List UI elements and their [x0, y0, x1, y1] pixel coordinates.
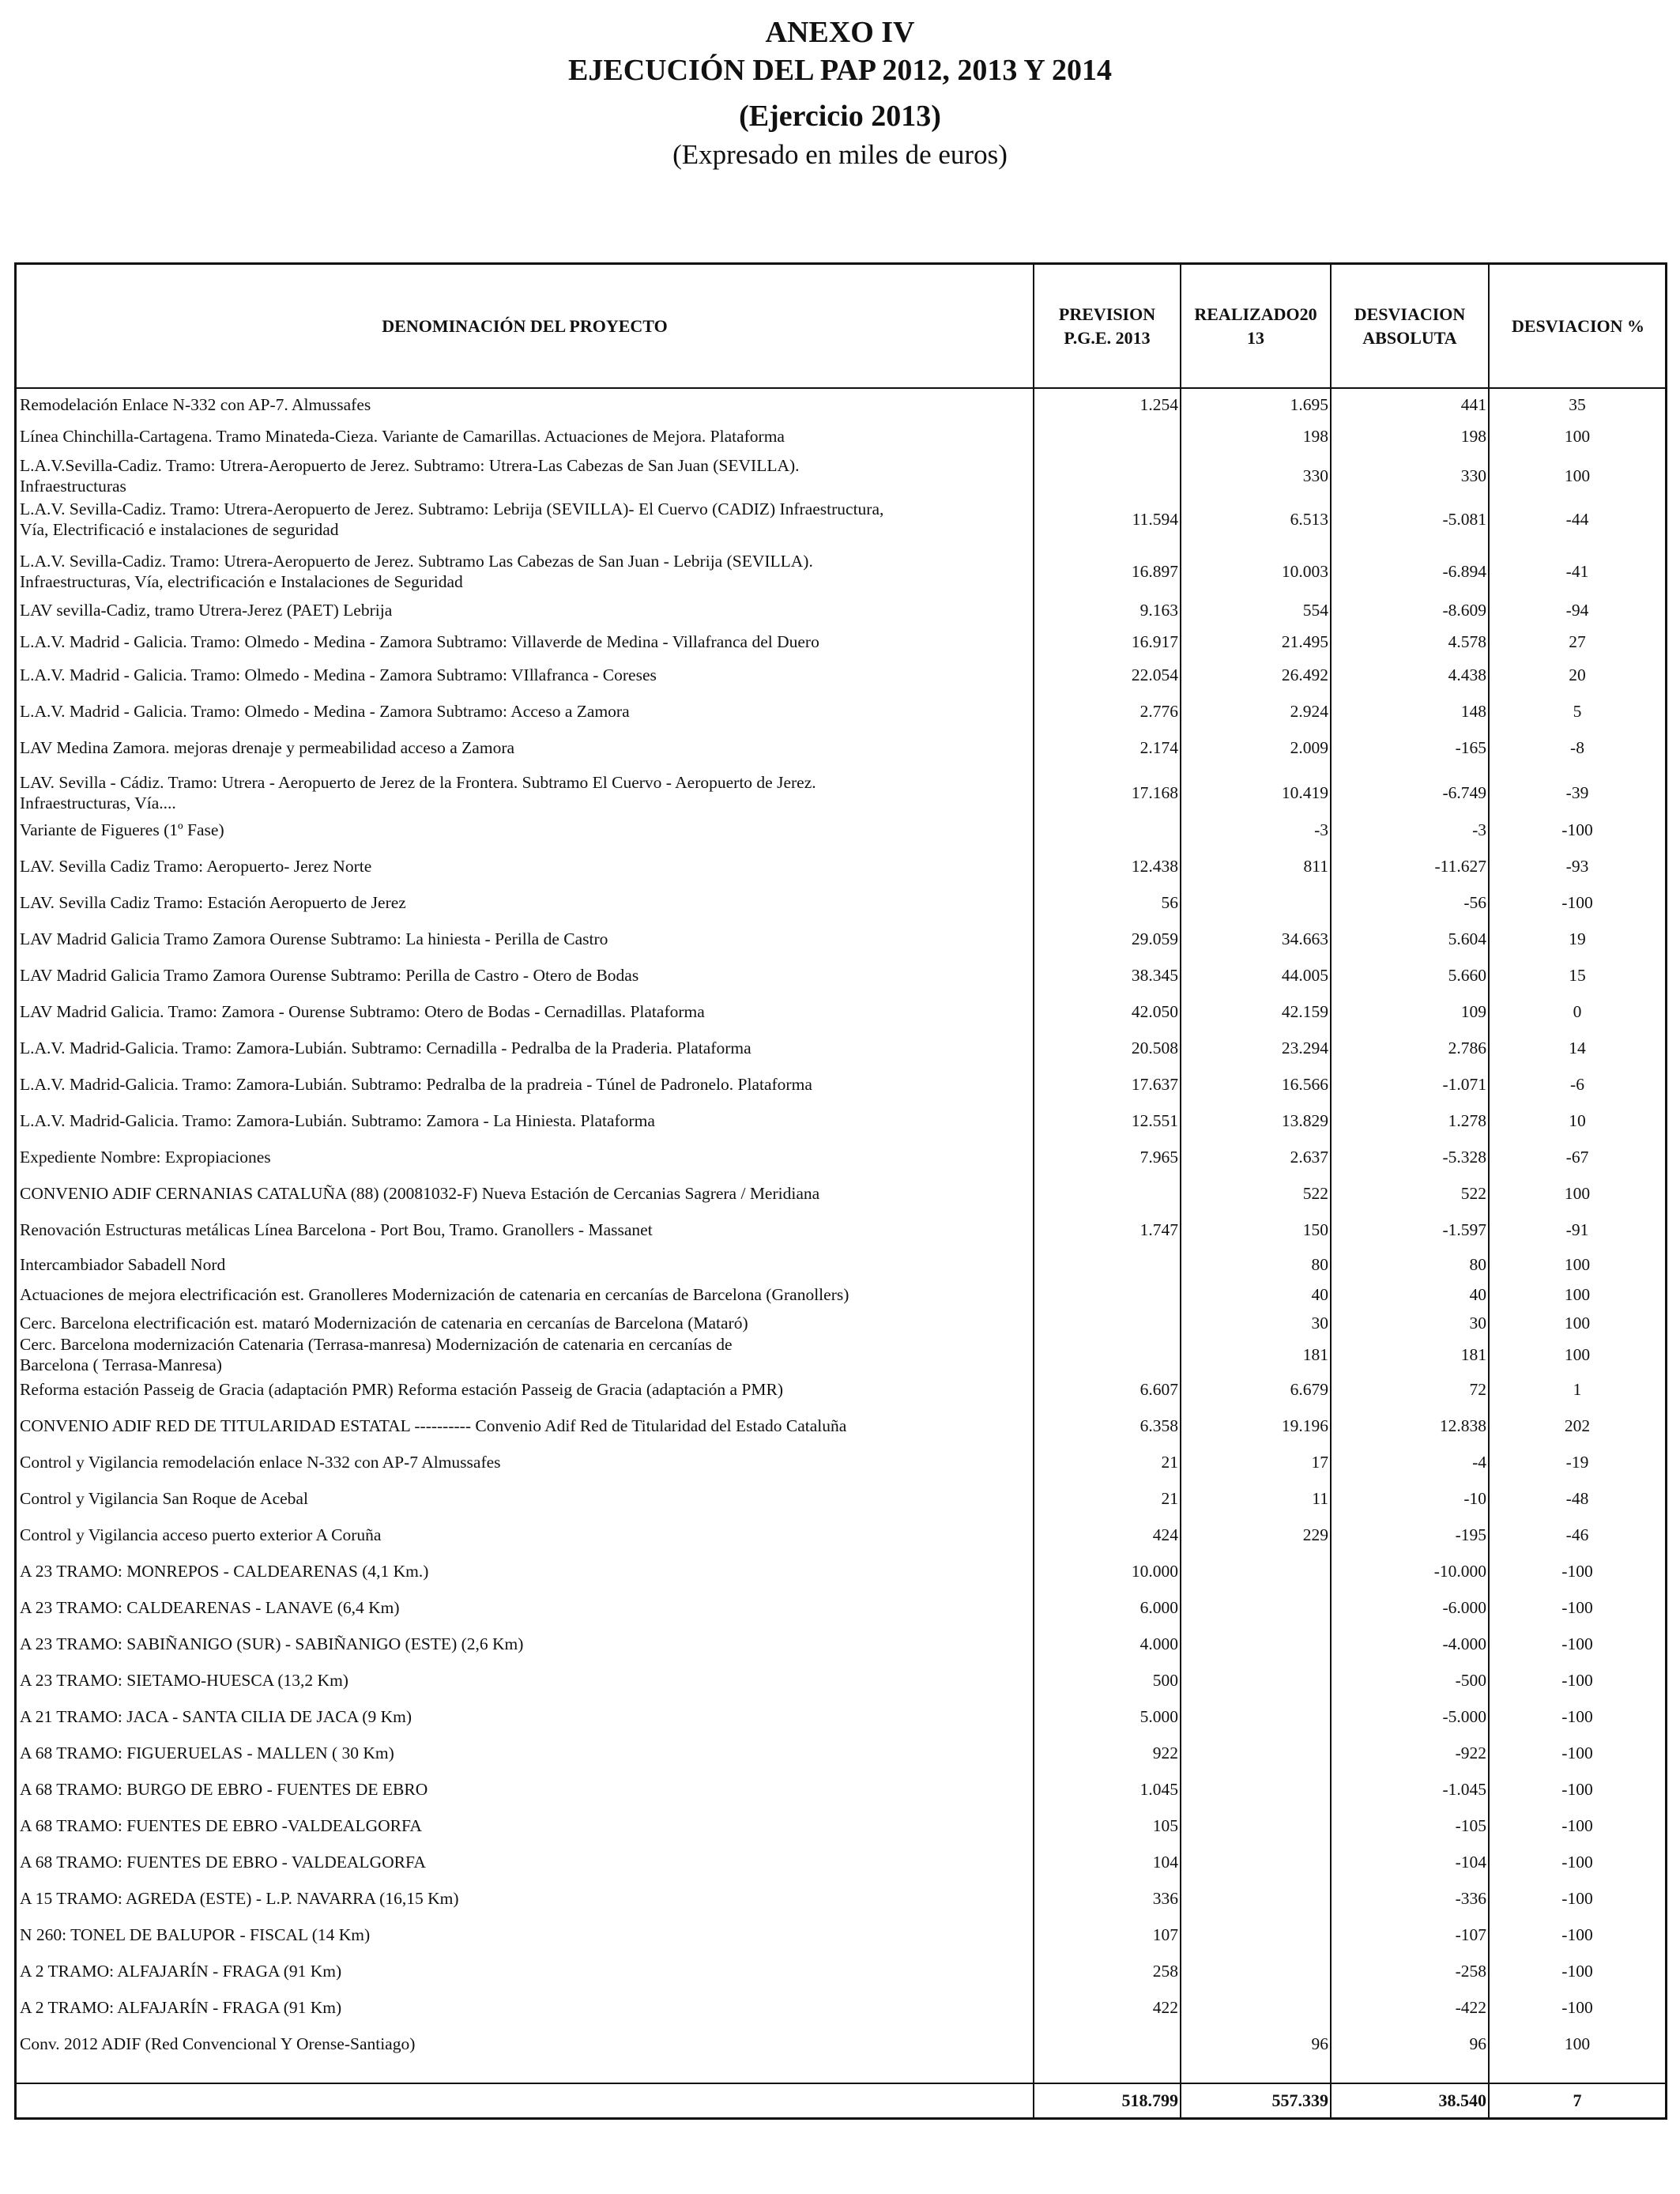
total-row — [17, 2084, 1667, 2117]
abs-deviation-value: -105 — [1455, 1816, 1486, 1835]
pct-deviation-value: 19 — [1569, 929, 1586, 948]
project-name: L.A.V. Madrid-Galicia. Tramo: Zamora-Lubián. Subtramo: Cernadilla - Pedralba de la Praderia. Plataforma — [20, 1039, 751, 1057]
executed-value: 10.419 — [1281, 783, 1328, 802]
executed-value: 30 — [1311, 1314, 1328, 1333]
project-name: LAV Madrid Galicia Tramo Zamora Ourense Subtramo: Perilla de Castro - Otero de Bodas — [20, 966, 639, 985]
abs-deviation-value: 5.660 — [1448, 966, 1486, 985]
forecast-value: 21 — [1161, 1489, 1178, 1508]
executed-value — [1185, 1774, 1328, 1805]
executed-value: 6.513 — [1290, 510, 1328, 529]
document-title: EJECUCIÓN DEL PAP 2012, 2013 Y 2014 — [568, 54, 1112, 87]
pct-deviation-value: -100 — [1561, 1707, 1593, 1726]
pct-deviation-value: 100 — [1564, 1314, 1591, 1333]
table-row — [17, 455, 1667, 496]
forecast-value: 105 — [1152, 1816, 1178, 1835]
abs-deviation-value: -6.000 — [1442, 1598, 1486, 1617]
abs-deviation-value: -11.627 — [1434, 857, 1486, 876]
pct-deviation-value: -48 — [1565, 1489, 1589, 1508]
pct-deviation-value: 100 — [1564, 466, 1591, 485]
table-row — [17, 1519, 1667, 1551]
project-name: Reforma estación Passeig de Gracia (adaptación PMR) Reforma estación Passeig de Gracia (adaptación a PMR) — [20, 1380, 783, 1399]
executed-value — [1185, 1555, 1328, 1587]
forecast-value: 5.000 — [1139, 1707, 1178, 1726]
abs-deviation-value: -922 — [1455, 1744, 1486, 1762]
project-name: A 68 TRAMO: FUENTES DE EBRO - VALDEALGORFA — [20, 1853, 426, 1872]
executed-value: 330 — [1302, 466, 1328, 485]
executed-value — [1185, 1810, 1328, 1842]
abs-deviation-value: 30 — [1469, 1314, 1486, 1333]
forecast-value: 20.508 — [1131, 1039, 1178, 1057]
project-name: Control y Vigilancia acceso puerto exterior A Coruña — [20, 1525, 382, 1544]
abs-deviation-value: 1.278 — [1448, 1111, 1486, 1130]
pct-deviation-value: 100 — [1564, 1345, 1591, 1364]
table-row — [17, 1446, 1667, 1478]
table-row — [17, 1774, 1667, 1805]
abs-deviation-value: 96 — [1469, 2034, 1486, 2053]
col-header-pct-deviation: DESVIACION % — [1511, 315, 1645, 336]
table-row — [17, 996, 1667, 1027]
table-row — [17, 596, 1667, 624]
project-name: LAV. Sevilla Cadiz Tramo: Estación Aeropuerto de Jerez — [20, 893, 406, 912]
pct-deviation-value: -19 — [1565, 1453, 1589, 1472]
fiscal-year: (Ejercicio 2013) — [739, 100, 941, 133]
project-name: A 68 TRAMO: FUENTES DE EBRO -VALDEALGORFA — [20, 1816, 422, 1835]
pct-deviation-value: -100 — [1561, 1962, 1593, 1981]
forecast-value: 6.358 — [1139, 1416, 1178, 1435]
table-row — [17, 1105, 1667, 1137]
abs-deviation-value: -4.000 — [1442, 1634, 1486, 1653]
abs-deviation-value: -56 — [1463, 893, 1486, 912]
abs-deviation-value: -5.328 — [1442, 1148, 1486, 1167]
project-name: LAV Medina Zamora. mejoras drenaje y permeabilidad acceso a Zamora — [20, 738, 515, 757]
project-name: LAV sevilla-Cadiz, tramo Utrera-Jerez (PAET) Lebrija — [20, 601, 393, 620]
project-name: L.A.V.Sevilla-Cadiz. Tramo: Utrera-Aeropuerto de Jerez. Subtramo: Utrera-Las Cabezas de San Juan (SEVILLA). Infraestructuras — [20, 456, 800, 496]
abs-deviation-value: 72 — [1469, 1380, 1486, 1399]
project-name: A 68 TRAMO: BURGO DE EBRO - FUENTES DE EBRO — [20, 1780, 428, 1799]
project-name: Línea Chinchilla-Cartagena. Tramo Minateda-Cieza. Variante de Camarillas. Actuaciones de Mejora. Plataforma — [20, 427, 785, 446]
project-name: A 68 TRAMO: FIGUERUELAS - MALLEN ( 30 Km) — [20, 1744, 394, 1762]
table-row — [17, 2028, 1667, 2060]
forecast-value: 21 — [1161, 1453, 1178, 1472]
forecast-value: 11.594 — [1132, 510, 1178, 529]
pct-deviation-value: -100 — [1561, 1780, 1593, 1799]
pct-deviation-value: 100 — [1564, 1184, 1591, 1203]
pct-deviation-value: -67 — [1565, 1148, 1589, 1167]
abs-deviation-value: -6.894 — [1442, 562, 1486, 581]
forecast-value — [1038, 1337, 1178, 1372]
pct-deviation-value: -100 — [1561, 1853, 1593, 1872]
pct-deviation-value: -100 — [1561, 1998, 1593, 2017]
header-divider — [17, 387, 1665, 389]
pct-deviation-value: -41 — [1565, 562, 1589, 581]
project-name: A 23 TRAMO: MONREPOS - CALDEARENAS (4,1 Km.) — [20, 1562, 429, 1581]
pct-deviation-value: 1 — [1573, 1380, 1582, 1399]
forecast-value — [1038, 1178, 1178, 1209]
table-row — [17, 732, 1667, 763]
pct-deviation-value: 10 — [1569, 1111, 1586, 1130]
pct-deviation-value: 14 — [1569, 1039, 1586, 1057]
project-name: LAV Madrid Galicia. Tramo: Zamora - Ourense Subtramo: Otero de Bodas - Cernadillas. Plataforma — [20, 1002, 705, 1021]
project-name: A 15 TRAMO: AGREDA (ESTE) - L.P. NAVARRA (16,15 Km) — [20, 1889, 459, 1908]
forecast-value: 9.163 — [1139, 601, 1178, 620]
abs-deviation-value: 4.578 — [1448, 632, 1486, 651]
forecast-value: 2.174 — [1139, 738, 1178, 757]
abs-deviation-value: 441 — [1460, 395, 1486, 414]
forecast-value: 16.917 — [1131, 632, 1178, 651]
pct-deviation-value: 5 — [1573, 702, 1582, 721]
forecast-value: 12.551 — [1131, 1111, 1178, 1130]
executed-value — [1185, 1883, 1328, 1914]
abs-deviation-value: -104 — [1455, 1853, 1486, 1872]
pct-deviation-value: 0 — [1573, 1002, 1582, 1021]
table-row — [17, 390, 1667, 419]
executed-value: 181 — [1302, 1345, 1328, 1364]
total-label — [20, 2084, 1031, 2117]
executed-value: 1.695 — [1290, 395, 1328, 414]
project-name: Remodelación Enlace N-332 con AP-7. Almussafes — [20, 395, 371, 414]
pct-deviation-value: 100 — [1564, 2034, 1591, 2053]
project-name: N 260: TONEL DE BALUPOR - FISCAL (14 Km) — [20, 1925, 371, 1944]
forecast-value: 56 — [1161, 893, 1178, 912]
table-row — [17, 923, 1667, 955]
pct-deviation-value: -100 — [1561, 820, 1593, 839]
pct-deviation-value: 202 — [1564, 1416, 1591, 1435]
forecast-value: 1.747 — [1139, 1220, 1178, 1239]
table-row — [17, 420, 1667, 452]
project-name: Expediente Nombre: Expropiaciones — [20, 1148, 271, 1167]
project-name: A 21 TRAMO: JACA - SANTA CILIA DE JACA (9 Km) — [20, 1707, 412, 1726]
table-row — [17, 1032, 1667, 1064]
forecast-value — [1038, 420, 1178, 452]
table-row — [17, 1628, 1667, 1660]
pct-deviation-value: -100 — [1561, 1634, 1593, 1653]
forecast-value: 1.045 — [1139, 1780, 1178, 1799]
pct-deviation-value: -100 — [1561, 893, 1593, 912]
pct-deviation-value: -100 — [1561, 1744, 1593, 1762]
forecast-value: 258 — [1152, 1962, 1178, 1981]
pct-deviation-value: -39 — [1565, 783, 1589, 802]
executed-value: 19.196 — [1281, 1416, 1328, 1435]
forecast-value — [1038, 1280, 1178, 1309]
pct-deviation-value: 27 — [1569, 632, 1586, 651]
table-row — [17, 1992, 1667, 2023]
total-forecast: 518.799 — [1121, 2090, 1178, 2110]
abs-deviation-value: 80 — [1469, 1255, 1486, 1274]
forecast-value: 336 — [1152, 1889, 1178, 1908]
pct-deviation-value: -93 — [1565, 857, 1589, 876]
project-name: L.A.V. Sevilla-Cadiz. Tramo: Utrera-Aeropuerto de Jerez. Subtramo: Lebrija (SEVILLA)- El Cuervo (CADIZ) Infraestructura, Vía, Electrificació e instalaciones de seguridad — [20, 499, 884, 539]
project-name: A 2 TRAMO: ALFAJARÍN - FRAGA (91 Km) — [20, 1998, 342, 2017]
table-row — [17, 1919, 1667, 1951]
execution-table — [14, 262, 1667, 2120]
pct-deviation-value: 100 — [1564, 1285, 1591, 1304]
executed-value: 6.679 — [1290, 1380, 1328, 1399]
table-row — [17, 1955, 1667, 1987]
forecast-value: 922 — [1152, 1744, 1178, 1762]
forecast-value — [1038, 1250, 1178, 1279]
abs-deviation-value: -107 — [1455, 1925, 1486, 1944]
total-abs-deviation: 38.540 — [1438, 2090, 1486, 2110]
pct-deviation-value: 100 — [1564, 1255, 1591, 1274]
table-row — [17, 1141, 1667, 1173]
pct-deviation-value: -100 — [1561, 1562, 1593, 1581]
executed-value: 198 — [1302, 427, 1328, 446]
table-row — [17, 1310, 1667, 1336]
table-row — [17, 1664, 1667, 1696]
executed-value: 80 — [1311, 1255, 1328, 1274]
executed-value: 554 — [1302, 601, 1328, 620]
table-row — [17, 816, 1667, 844]
project-name: LAV. Sevilla Cadiz Tramo: Aeropuerto- Jerez Norte — [20, 857, 372, 876]
project-name: Conv. 2012 ADIF (Red Convencional Y Orense-Santiago) — [20, 2034, 416, 2053]
executed-value — [1185, 1955, 1328, 1987]
pct-deviation-value: -100 — [1561, 1598, 1593, 1617]
executed-value: 26.492 — [1281, 665, 1328, 684]
executed-value: 10.003 — [1281, 562, 1328, 581]
executed-value — [1185, 1628, 1328, 1660]
pct-deviation-value: -6 — [1570, 1075, 1584, 1094]
table-row — [17, 850, 1667, 882]
abs-deviation-value: 12.838 — [1439, 1416, 1486, 1435]
project-name: CONVENIO ADIF RED DE TITULARIDAD ESTATAL ---------- Convenio Adif Red de Titularidad del Estado Cataluña — [20, 1416, 847, 1435]
forecast-value: 424 — [1152, 1525, 1178, 1544]
table-row — [17, 1337, 1667, 1372]
abs-deviation-value: 2.786 — [1448, 1039, 1486, 1057]
total-executed: 557.339 — [1271, 2090, 1328, 2110]
forecast-value: 4.000 — [1139, 1634, 1178, 1653]
abs-deviation-value: 148 — [1460, 702, 1486, 721]
forecast-value: 422 — [1152, 1998, 1178, 2017]
project-name: LAV. Sevilla - Cádiz. Tramo: Utrera - Aeropuerto de Jerez de la Frontera. Subtramo El Cuervo - Aeropuerto de Jerez. Infraestructuras, Vía.... — [20, 773, 816, 812]
abs-deviation-value: 330 — [1460, 466, 1486, 485]
units-note: (Expresado en miles de euros) — [672, 139, 1008, 170]
table-row — [17, 1555, 1667, 1587]
annex-title: ANEXO IV — [765, 16, 915, 49]
project-name: Control y Vigilancia San Roque de Acebal — [20, 1489, 308, 1508]
executed-value — [1185, 1592, 1328, 1623]
executed-value — [1185, 1919, 1328, 1951]
project-name: Cerc. Barcelona modernización Catenaria (Terrasa-manresa) Modernización de catenaria en cercanías de Barcelona ( Terrasa-Manresa) — [20, 1335, 733, 1374]
executed-value: 17 — [1311, 1453, 1328, 1472]
abs-deviation-value: 181 — [1460, 1345, 1486, 1364]
abs-deviation-value: -4 — [1472, 1453, 1486, 1472]
abs-deviation-value: 522 — [1460, 1184, 1486, 1203]
forecast-value — [1038, 455, 1178, 496]
project-name: A 23 TRAMO: CALDEARENAS - LANAVE (6,4 Km) — [20, 1598, 400, 1617]
abs-deviation-value: 40 — [1469, 1285, 1486, 1304]
project-name: Control y Vigilancia remodelación enlace N-332 con AP-7 Almussafes — [20, 1453, 501, 1472]
project-name: L.A.V. Madrid - Galicia. Tramo: Olmedo - Medina - Zamora Subtramo: Villaverde de Medina - Villafranca del Duero — [20, 632, 819, 651]
forecast-value: 104 — [1152, 1853, 1178, 1872]
executed-value: -3 — [1314, 820, 1328, 839]
executed-value: 11 — [1312, 1489, 1328, 1508]
total-pct-deviation: 7 — [1573, 2090, 1582, 2110]
abs-deviation-value: -258 — [1455, 1962, 1486, 1981]
table-row — [17, 1250, 1667, 1279]
project-name: L.A.V. Madrid - Galicia. Tramo: Olmedo - Medina - Zamora Subtramo: VIllafranca - Coreses — [20, 665, 657, 684]
forecast-value: 1.254 — [1139, 395, 1178, 414]
abs-deviation-value: -1.071 — [1442, 1075, 1486, 1094]
executed-value: 44.005 — [1281, 966, 1328, 985]
table-row — [17, 959, 1667, 991]
pct-deviation-value: -8 — [1570, 738, 1584, 757]
pct-deviation-value: -100 — [1561, 1816, 1593, 1835]
table-row — [17, 1592, 1667, 1623]
executed-value: 96 — [1311, 2034, 1328, 2053]
project-name: LAV Madrid Galicia Tramo Zamora Ourense Subtramo: La hiniesta - Perilla de Castro — [20, 929, 608, 948]
forecast-value — [1038, 2028, 1178, 2060]
table-row — [17, 1069, 1667, 1100]
forecast-value: 17.168 — [1131, 783, 1178, 802]
pct-deviation-value: -100 — [1561, 1925, 1593, 1944]
abs-deviation-value: -165 — [1455, 738, 1486, 757]
executed-value — [1185, 1846, 1328, 1878]
pct-deviation-value: -100 — [1561, 1671, 1593, 1690]
project-name: L.A.V. Sevilla-Cadiz. Tramo: Utrera-Aeropuerto de Jerez. Subtramo Las Cabezas de San Juan - Lebrija (SEVILLA). Infraestructuras, Vía, electrificación e Instalaciones de Seguridad — [20, 552, 813, 591]
table-row — [17, 1178, 1667, 1209]
col-header-executed: REALIZADO20 13 — [1194, 303, 1317, 348]
forecast-value: 12.438 — [1131, 857, 1178, 876]
table-row — [17, 1280, 1667, 1309]
forecast-value: 16.897 — [1131, 562, 1178, 581]
executed-value — [1185, 1664, 1328, 1696]
executed-value — [1185, 1992, 1328, 2023]
abs-deviation-value: -195 — [1455, 1525, 1486, 1544]
abs-deviation-value: -10.000 — [1433, 1562, 1486, 1581]
pct-deviation-value: -100 — [1561, 1889, 1593, 1908]
executed-value: 2.637 — [1290, 1148, 1328, 1167]
executed-value — [1185, 1737, 1328, 1769]
abs-deviation-value: -8.609 — [1442, 601, 1486, 620]
table-row — [17, 1810, 1667, 1842]
abs-deviation-value: 198 — [1460, 427, 1486, 446]
executed-value: 16.566 — [1281, 1075, 1328, 1094]
forecast-value: 10.000 — [1131, 1562, 1178, 1581]
project-name: Variante de Figueres (1º Fase) — [20, 820, 224, 839]
table-row — [17, 1737, 1667, 1769]
table-row — [17, 696, 1667, 727]
pct-deviation-value: -94 — [1565, 601, 1589, 620]
project-name: L.A.V. Madrid-Galicia. Tramo: Zamora-Lubián. Subtramo: Pedralba de la pradreia - Túnel de Padronelo. Plataforma — [20, 1075, 812, 1094]
executed-value: 229 — [1302, 1525, 1328, 1544]
executed-value: 13.829 — [1281, 1111, 1328, 1130]
abs-deviation-value: -500 — [1455, 1671, 1486, 1690]
project-name: A 2 TRAMO: ALFAJARÍN - FRAGA (91 Km) — [20, 1962, 342, 1981]
pct-deviation-value: 20 — [1569, 665, 1586, 684]
forecast-value: 6.000 — [1139, 1598, 1178, 1617]
executed-value: 150 — [1302, 1220, 1328, 1239]
executed-value: 21.495 — [1281, 632, 1328, 651]
abs-deviation-value: -5.081 — [1442, 510, 1486, 529]
executed-value — [1185, 887, 1328, 918]
table-row — [17, 887, 1667, 918]
abs-deviation-value: 109 — [1460, 1002, 1486, 1021]
project-name: Renovación Estructuras metálicas Línea Barcelona - Port Bou, Tramo. Granollers - Massanet — [20, 1220, 653, 1239]
forecast-value: 6.607 — [1139, 1380, 1178, 1399]
abs-deviation-value: 5.604 — [1448, 929, 1486, 948]
abs-deviation-value: -10 — [1463, 1489, 1486, 1508]
abs-deviation-value: -1.597 — [1442, 1220, 1486, 1239]
table-row — [17, 659, 1667, 691]
project-name: Intercambiador Sabadell Nord — [20, 1255, 226, 1274]
abs-deviation-value: 4.438 — [1448, 665, 1486, 684]
executed-value: 42.159 — [1281, 1002, 1328, 1021]
forecast-value: 22.054 — [1131, 665, 1178, 684]
table-row — [17, 1701, 1667, 1732]
abs-deviation-value: -1.045 — [1442, 1780, 1486, 1799]
executed-value: 811 — [1303, 857, 1328, 876]
table-row — [17, 628, 1667, 656]
project-name: A 23 TRAMO: SABIÑANIGO (SUR) - SABIÑANIGO (ESTE) (2,6 Km) — [20, 1634, 524, 1653]
table-row — [17, 1846, 1667, 1878]
forecast-value: 38.345 — [1131, 966, 1178, 985]
abs-deviation-value: -6.749 — [1442, 783, 1486, 802]
executed-value: 2.009 — [1290, 738, 1328, 757]
executed-value: 522 — [1302, 1184, 1328, 1203]
forecast-value: 107 — [1152, 1925, 1178, 1944]
abs-deviation-value: -3 — [1472, 820, 1486, 839]
pct-deviation-value: 100 — [1564, 427, 1591, 446]
project-name: CONVENIO ADIF CERNANIAS CATALUÑA (88) (20081032-F) Nueva Estación de Cercanias Sagrera / Meridiana — [20, 1184, 820, 1203]
forecast-value — [1038, 1310, 1178, 1336]
col-header-abs-deviation: DESVIACION ABSOLUTA — [1354, 303, 1466, 348]
pct-deviation-value: 15 — [1569, 966, 1586, 985]
project-name: Actuaciones de mejora electrificación est. Granolleres Modernización de catenaria en cercanías de Barcelona (Granollers) — [20, 1285, 849, 1304]
table-row — [17, 548, 1667, 594]
table-row — [17, 1410, 1667, 1442]
col-header-forecast: PREVISION P.G.E. 2013 — [1058, 303, 1156, 348]
forecast-value: 17.637 — [1131, 1075, 1178, 1094]
forecast-value: 500 — [1152, 1671, 1178, 1690]
forecast-value: 29.059 — [1131, 929, 1178, 948]
table-row — [17, 1374, 1667, 1405]
forecast-value: 2.776 — [1139, 702, 1178, 721]
forecast-value: 42.050 — [1131, 1002, 1178, 1021]
project-name: A 23 TRAMO: SIETAMO-HUESCA (13,2 Km) — [20, 1671, 348, 1690]
table-row — [17, 498, 1667, 541]
forecast-value: 7.965 — [1139, 1148, 1178, 1167]
executed-value: 40 — [1311, 1285, 1328, 1304]
table-row — [17, 1214, 1667, 1246]
pct-deviation-value: -44 — [1565, 510, 1589, 529]
executed-value: 23.294 — [1281, 1039, 1328, 1057]
executed-value: 2.924 — [1290, 702, 1328, 721]
project-name: Cerc. Barcelona electrificación est. mataró Modernización de catenaria en cercanías de Barcelona (Mataró) — [20, 1314, 748, 1333]
col-header-project: DENOMINACIÓN DEL PROYECTO — [382, 315, 668, 336]
forecast-value — [1038, 816, 1178, 844]
pct-deviation-value: 35 — [1569, 395, 1586, 414]
table-row — [17, 1883, 1667, 1914]
executed-value — [1185, 1701, 1328, 1732]
table-row — [17, 1483, 1667, 1514]
pct-deviation-value: -46 — [1565, 1525, 1589, 1544]
project-name: L.A.V. Madrid-Galicia. Tramo: Zamora-Lubián. Subtramo: Zamora - La Hiniesta. Plataforma — [20, 1111, 655, 1130]
abs-deviation-value: -5.000 — [1442, 1707, 1486, 1726]
abs-deviation-value: -422 — [1455, 1998, 1486, 2017]
executed-value: 34.663 — [1281, 929, 1328, 948]
abs-deviation-value: -336 — [1455, 1889, 1486, 1908]
pct-deviation-value: -91 — [1565, 1220, 1589, 1239]
project-name: L.A.V. Madrid - Galicia. Tramo: Olmedo - Medina - Zamora Subtramo: Acceso a Zamora — [20, 702, 630, 721]
table-row — [17, 771, 1667, 814]
